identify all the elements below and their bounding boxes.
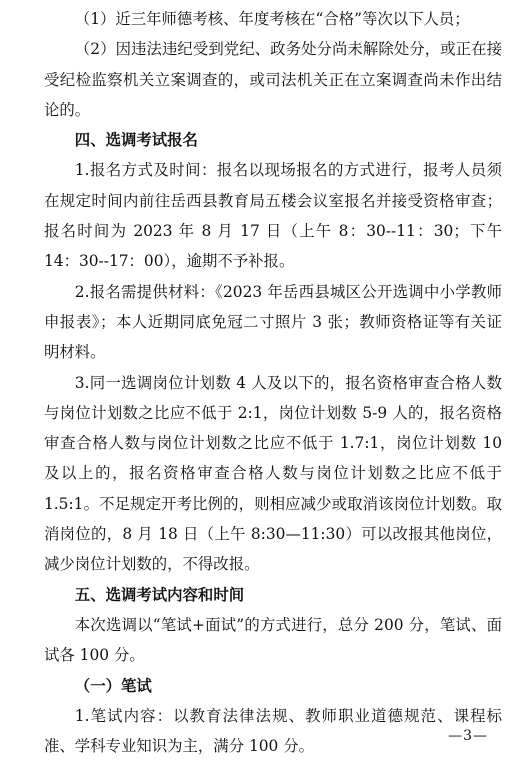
- paragraph: 2.报名需提供材料：《2023 年岳西县城区公开选调中小学教师申报表》；本人近期同底免冠二寸照片 3 张；教师资格证等有关证明材料。: [44, 282, 502, 362]
- paragraph: （1）近三年师德考核、年度考核在“合格”等次以下人员；: [74, 10, 470, 28]
- paragraph: 本次选调以“笔试+面试”的方式进行，总分 200 分，笔试、面试各 100 分。: [44, 615, 502, 665]
- section-heading: 四、选调考试报名: [74, 131, 198, 150]
- paragraph: （2）因违法违纪受到党纪、政务处分尚未解除处分，或正在接受纪检监察机关立案调查的，或司法机关正在立案调查尚未作出结论的。: [44, 40, 502, 119]
- paragraph: 1.笔试内容：以教育法律法规、教师职业道德规范、课程标准、学科专业知识为主，满分 100 分。: [44, 706, 502, 756]
- subsection-heading: （一）笔试: [74, 676, 152, 695]
- paragraph: 3.同一选调岗位计划数 4 人及以下的，报名资格审查合格人数与岗位计划数之比应不低于 2:1，岗位计划数 5-9 人的，报名资格审查合格人数与岗位计划数之比应不低于 1.7:1，岗位计划数 10 及以上的，报名资格审查合格人数与岗位计划数之比应不低于 1.5:1。不足规定开考比例的，则相应减少或取消该岗位计划数。取消岗位的，8 月 18 日（上午 8:30—11:30）可以改报其他岗位，减少岗位计划数的，不得改报。: [44, 373, 502, 574]
- page-number: —3—: [448, 728, 488, 744]
- paragraph: 1.报名方式及时间：报名以现场报名的方式进行，报考人员须在规定时间内前往岳西县教育局五楼会议室报名并接受资格审查；报名时间为 2023 年 8 月 17 日（上午 8：30--11：30；下午 14：30--17：00），逾期不予补报。: [44, 161, 502, 271]
- section-heading: 五、选调考试内容和时间: [74, 585, 245, 604]
